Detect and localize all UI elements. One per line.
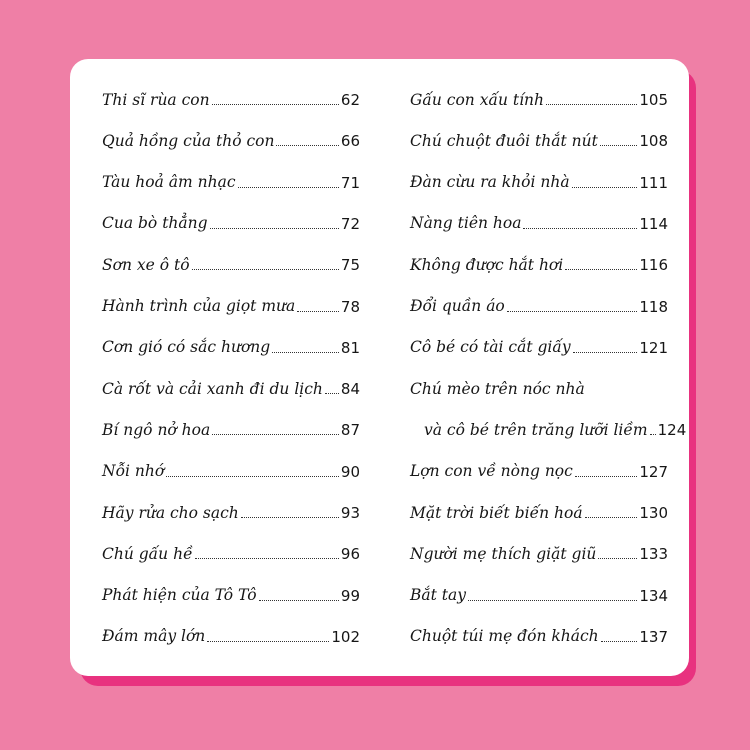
- entry-page: 87: [340, 421, 360, 440]
- toc-entry[interactable]: [102, 285, 360, 315]
- leader-dots: [238, 187, 339, 188]
- toc-entry[interactable]: [410, 367, 668, 397]
- entry-page: 84: [340, 380, 360, 399]
- entry-title: Chú mèo trên nóc nhà: [410, 379, 585, 398]
- toc-entry[interactable]: [410, 243, 668, 273]
- entry-title: Chú gấu hề: [102, 544, 193, 563]
- entry-page: 111: [639, 173, 668, 192]
- leader-dots: [546, 104, 637, 105]
- leader-dots: [272, 352, 339, 353]
- entry-page: 71: [340, 173, 360, 192]
- entry-title: Đổi quần áo: [410, 297, 505, 315]
- entry-title: Phát hiện của Tô Tô: [102, 586, 257, 605]
- entry-page: 130: [639, 504, 668, 522]
- toc-entry[interactable]: [102, 202, 360, 232]
- leader-dots: [166, 476, 339, 477]
- leader-dots: [585, 517, 638, 518]
- toc-entry[interactable]: [102, 326, 360, 356]
- toc-entry[interactable]: [102, 615, 360, 645]
- toc-entry[interactable]: [102, 78, 360, 108]
- leader-dots: [600, 145, 638, 146]
- entry-title: Đàn cừu ra khỏi nhà: [410, 173, 570, 192]
- leader-dots: [195, 558, 339, 559]
- entry-page: 99: [340, 586, 360, 605]
- leader-dots: [507, 311, 638, 312]
- entry-page: 93: [340, 504, 360, 522]
- leader-dots: [212, 434, 339, 435]
- entry-title: Cua bò thẳng: [102, 214, 208, 233]
- entry-title: Gấu con xấu tính: [410, 90, 545, 109]
- entry-title: Cô bé có tài cắt giấy: [410, 338, 571, 357]
- entry-page: 78: [340, 297, 360, 316]
- leader-dots: [241, 517, 339, 518]
- leader-dots: [297, 311, 339, 312]
- entry-title: Bí ngô nở hoa: [102, 420, 211, 439]
- toc-entry[interactable]: [102, 367, 360, 397]
- leader-dots: [575, 476, 638, 477]
- entry-title: Quả hồng của thỏ con: [102, 131, 275, 150]
- entry-page: 108: [639, 132, 668, 151]
- leader-dots: [468, 600, 637, 601]
- leader-dots: [192, 269, 339, 270]
- entry-title: Lợn con về nòng nọc: [410, 462, 573, 481]
- entry-title: Nỗi nhớ: [102, 462, 165, 481]
- toc-entry[interactable]: [410, 78, 668, 108]
- leader-dots: [573, 352, 638, 353]
- toc-entry[interactable]: [410, 615, 668, 645]
- entry-title: và cô bé trên trăng lưỡi liềm: [424, 420, 648, 439]
- toc-entry[interactable]: [410, 202, 668, 232]
- leader-dots: [572, 187, 638, 188]
- entry-page: 134: [639, 586, 668, 605]
- leader-dots: [325, 393, 339, 394]
- leader-dots: [259, 600, 339, 601]
- leader-dots: [598, 558, 637, 559]
- leader-dots: [523, 228, 637, 229]
- entry-page: 102: [331, 627, 360, 646]
- leader-dots: [276, 145, 338, 146]
- entry-page: 133: [639, 545, 668, 564]
- toc-entry[interactable]: [410, 161, 668, 191]
- entry-title: Tàu hoả âm nhạc: [102, 173, 236, 192]
- toc-entry[interactable]: [410, 491, 668, 521]
- entry-page: 116: [639, 256, 668, 275]
- entry-title: Cơn gió có sắc hương: [102, 338, 271, 357]
- entry-title: Mặt trời biết biến hoá: [410, 503, 583, 522]
- toc-entry[interactable]: [102, 532, 360, 562]
- toc-entry[interactable]: [102, 491, 360, 521]
- entry-page: 66: [340, 132, 360, 151]
- toc-entry[interactable]: [102, 408, 360, 438]
- entry-title: Hành trình của giọt mưa: [102, 297, 296, 315]
- toc-entry[interactable]: [102, 574, 360, 604]
- entry-title: Đám mây lớn: [102, 627, 206, 646]
- entry-title: Thi sĩ rùa con: [102, 90, 210, 109]
- toc-entry[interactable]: [102, 243, 360, 273]
- entry-title: Bắt tay: [410, 586, 467, 605]
- entry-page: 105: [639, 91, 668, 109]
- toc-entry[interactable]: [102, 450, 360, 480]
- entry-page: 90: [340, 462, 360, 481]
- entry-title: Không được hắt hơi: [410, 255, 564, 274]
- entry-page: 114: [639, 214, 668, 233]
- toc-entry[interactable]: [410, 532, 668, 562]
- toc-card: [70, 59, 689, 676]
- toc-entry-continuation[interactable]: [410, 408, 687, 440]
- entry-page: 75: [340, 256, 360, 275]
- toc-entry[interactable]: [410, 119, 668, 149]
- leader-dots: [210, 228, 339, 229]
- toc-entry[interactable]: [102, 161, 360, 191]
- entry-page: 62: [340, 91, 360, 109]
- toc-entry[interactable]: [102, 119, 360, 149]
- leader-dots: [650, 434, 656, 435]
- entry-page: 127: [639, 462, 668, 481]
- entry-page: 96: [340, 545, 360, 564]
- entry-page: 118: [639, 297, 668, 316]
- entry-title: Nàng tiên hoa: [410, 214, 522, 233]
- leader-dots: [565, 269, 637, 270]
- toc-entry[interactable]: [410, 574, 668, 604]
- entry-page: 121: [639, 338, 668, 357]
- entry-title: Chuột túi mẹ đón khách: [410, 627, 599, 646]
- toc-entry[interactable]: [410, 450, 668, 480]
- leader-dots: [207, 641, 329, 642]
- entry-page: 124: [657, 421, 687, 440]
- entry-title: Chú chuột đuôi thắt nút: [410, 131, 598, 150]
- toc-entry[interactable]: [410, 326, 668, 356]
- entry-title: Cà rốt và cải xanh đi du lịch: [102, 379, 323, 398]
- entry-title: Hãy rửa cho sạch: [102, 503, 239, 522]
- leader-dots: [601, 641, 638, 642]
- entry-title: Người mẹ thích giặt giũ: [410, 544, 597, 563]
- entry-page: 137: [639, 627, 668, 646]
- entry-title: Sơn xe ô tô: [102, 255, 190, 274]
- toc-entry[interactable]: [410, 285, 668, 315]
- entry-page: 81: [340, 338, 360, 357]
- entry-page: 72: [340, 214, 360, 233]
- leader-dots: [212, 104, 339, 105]
